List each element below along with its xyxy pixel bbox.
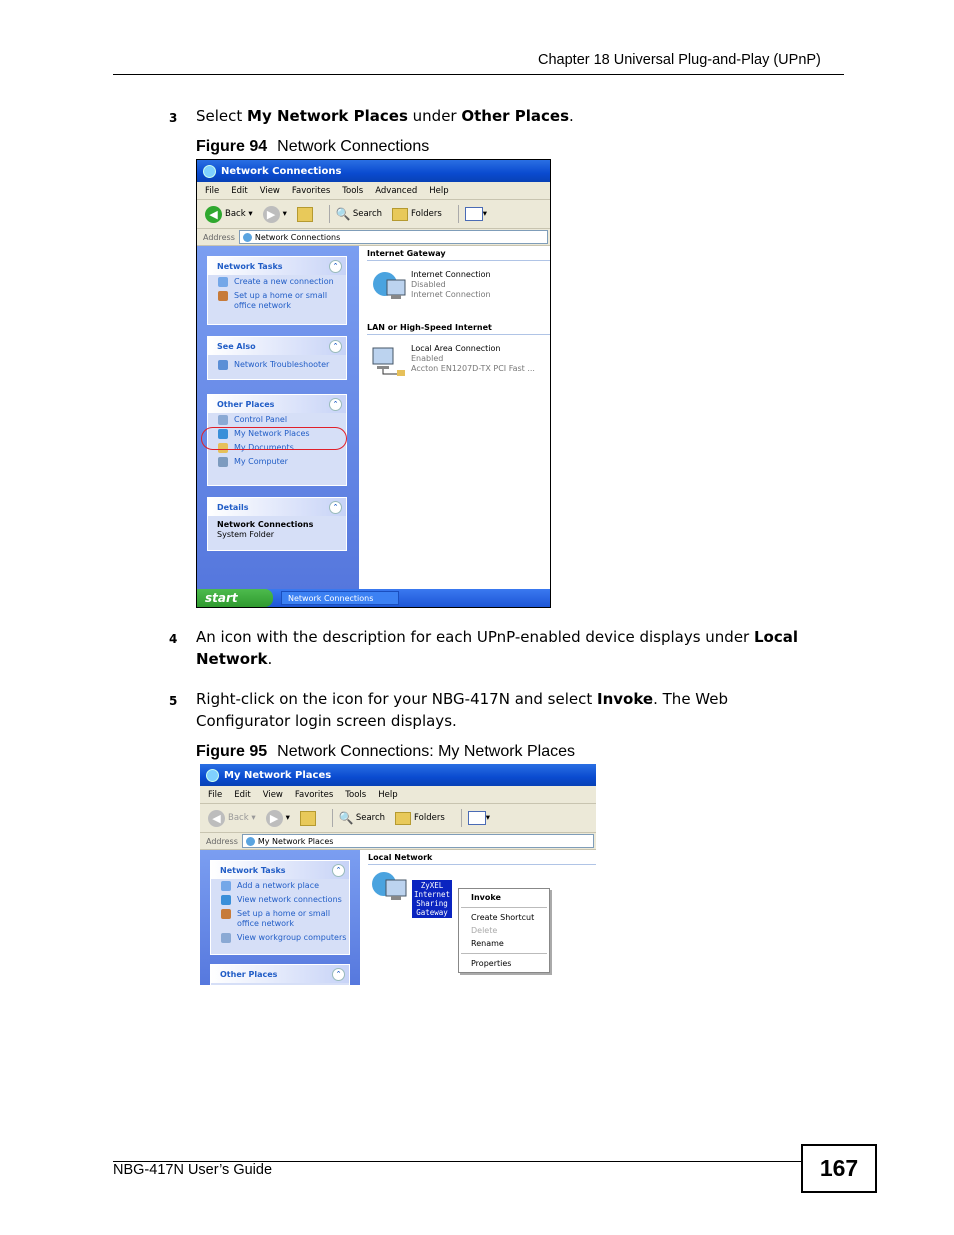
content-pane: [359, 246, 550, 589]
forward-button[interactable]: ▶ ▾: [263, 206, 287, 223]
menu-help[interactable]: Help: [429, 185, 449, 196]
step-number: 5: [169, 694, 178, 708]
upnp-device-icon[interactable]: [370, 870, 410, 906]
address-label: Address: [206, 836, 238, 846]
toolbar-separator: [332, 809, 333, 827]
menu-tools[interactable]: Tools: [342, 185, 364, 196]
step-number: 4: [169, 632, 178, 646]
back-arrow-icon: ◀: [205, 206, 222, 223]
highlight-circle: [201, 427, 347, 450]
menu-edit[interactable]: Edit: [234, 789, 251, 800]
group-header: Local Network: [368, 853, 596, 865]
views-icon: [468, 811, 486, 825]
network-tasks-panel: [207, 256, 347, 325]
menu-view[interactable]: View: [262, 789, 283, 800]
toolbar: [200, 804, 596, 833]
troubleshooter-icon: [218, 360, 228, 370]
panel-title: Network Tasks: [217, 261, 283, 271]
views-icon: [465, 207, 483, 221]
computer-icon: [218, 457, 228, 467]
views-button[interactable]: ▾: [468, 811, 490, 825]
home-network-icon: [221, 909, 231, 919]
menu-edit[interactable]: Edit: [231, 185, 248, 196]
figure-94-window: [196, 159, 551, 608]
lan-connection-icon: [371, 344, 407, 378]
group-header: LAN or High-Speed Internet: [367, 323, 550, 335]
toolbar: [197, 200, 550, 229]
menu-tools[interactable]: Tools: [345, 789, 367, 800]
menu-item-properties[interactable]: Properties: [471, 959, 512, 968]
network-places-icon: [246, 837, 255, 846]
task-home-network[interactable]: Set up a home or small office network: [208, 289, 346, 313]
menu-favorites[interactable]: Favorites: [291, 185, 331, 196]
task-troubleshooter[interactable]: Network Troubleshooter: [208, 355, 346, 372]
collapse-chevron-icon[interactable]: ⌃: [329, 260, 342, 273]
collapse-chevron-icon[interactable]: ⌃: [332, 864, 345, 877]
internet-connection-item[interactable]: Internet Connection Disabled Internet Connection: [371, 270, 491, 304]
task-view-workgroup[interactable]: View workgroup computers: [211, 931, 349, 945]
back-button[interactable]: ◀ Back ▾: [205, 206, 253, 223]
other-places-panel: [210, 964, 350, 985]
local-area-connection-item[interactable]: Local Area Connection Enabled Accton EN1207D-TX PCI Fast ...: [371, 344, 535, 378]
menu-item-create-shortcut[interactable]: Create Shortcut: [471, 913, 535, 922]
forward-arrow-icon: ▶: [263, 206, 280, 223]
network-connections-icon: [243, 233, 252, 242]
add-place-icon: [221, 881, 231, 891]
menu-bar: [200, 786, 596, 804]
collapse-chevron-icon[interactable]: ⌃: [329, 340, 342, 353]
collapse-chevron-icon[interactable]: ⌃: [329, 501, 342, 514]
menu-help[interactable]: Help: [378, 789, 398, 800]
details-panel: [207, 497, 347, 551]
step-4-text: An icon with the description for each UPnP-enabled device displays under Local Network.: [196, 628, 799, 668]
page-number: 167: [801, 1144, 877, 1193]
folders-button[interactable]: Folders: [395, 812, 445, 825]
address-bar: [200, 833, 596, 850]
group-header: Internet Gateway: [367, 249, 550, 261]
network-connections-icon: [203, 165, 216, 178]
panel-title: Other Places: [217, 399, 275, 409]
internet-gateway-icon: [371, 270, 407, 304]
folder-up-icon: [300, 811, 316, 826]
figure-95-caption: Figure 95 Network Connections: My Network Places: [196, 743, 576, 760]
collapse-chevron-icon[interactable]: ⌃: [329, 398, 342, 411]
up-folder-button[interactable]: [300, 811, 316, 826]
task-create-connection[interactable]: Create a new connection: [208, 275, 346, 289]
figure-94-caption: Figure 94 Network Connections: [196, 138, 430, 155]
up-folder-button[interactable]: [297, 207, 313, 222]
device-label-selected[interactable]: ZyXEL Internet Sharing Gateway: [413, 881, 451, 917]
chapter-header: Chapter 18 Universal Plug-and-Play (UPnP): [538, 52, 821, 68]
menu-file[interactable]: File: [208, 789, 223, 800]
menu-item-rename[interactable]: Rename: [471, 939, 504, 948]
back-arrow-icon: ◀: [208, 810, 225, 827]
title-bar: Network Connections: [197, 160, 550, 182]
menu-item-invoke[interactable]: Invoke: [471, 893, 501, 902]
panel-title: See Also: [217, 341, 256, 351]
address-bar: [197, 229, 550, 246]
search-icon: 🔍: [338, 811, 354, 825]
address-label: Address: [203, 232, 235, 242]
taskbar: [197, 589, 550, 607]
panel-title: Other Places: [220, 969, 278, 979]
network-places-icon: [206, 769, 219, 782]
views-button[interactable]: ▾: [465, 207, 487, 221]
menu-separator: [461, 953, 547, 954]
folders-icon: [392, 208, 408, 221]
home-network-icon: [218, 291, 228, 301]
place-my-computer[interactable]: My Computer: [208, 455, 346, 469]
folder-up-icon: [297, 207, 313, 222]
content-pane: [360, 850, 596, 985]
collapse-chevron-icon[interactable]: ⌃: [332, 968, 345, 981]
see-also-panel: [207, 336, 347, 380]
control-panel-icon: [218, 415, 228, 425]
place-my-network-places[interactable]: My Network Places: [208, 427, 346, 441]
search-button[interactable]: 🔍 Search: [335, 207, 383, 221]
task-pane: [200, 850, 360, 985]
menu-favorites[interactable]: Favorites: [294, 789, 334, 800]
context-menu: [458, 888, 550, 973]
place-my-documents[interactable]: My Documents: [208, 441, 346, 455]
figure-95-window: [200, 764, 596, 985]
task-view-connections[interactable]: View network connections: [211, 893, 349, 907]
toolbar-separator: [329, 205, 330, 223]
toolbar-separator: [461, 809, 462, 827]
menu-item-delete: Delete: [471, 926, 498, 935]
footer-guide-title: NBG-417N User’s Guide: [113, 1162, 273, 1178]
menu-advanced[interactable]: Advanced: [375, 185, 418, 196]
panel-title: Network Tasks: [220, 865, 286, 875]
window-body: [200, 850, 596, 985]
title-bar: My Network Places: [200, 764, 596, 786]
task-home-network[interactable]: Set up a home or small office network: [211, 907, 349, 931]
menu-file[interactable]: File: [205, 185, 220, 196]
start-button[interactable]: start: [197, 589, 273, 607]
menu-separator: [461, 907, 547, 908]
search-button[interactable]: 🔍 Search: [338, 811, 386, 825]
folders-button[interactable]: Folders: [392, 208, 442, 221]
step-5-text: Right-click on the icon for your NBG-417N and select Invoke. The Web Configurator login screen displays.: [196, 690, 729, 730]
forward-arrow-icon: ▶: [266, 810, 283, 827]
task-pane: [197, 246, 359, 589]
place-control-panel[interactable]: Control Panel: [208, 413, 346, 427]
panel-title: Details: [217, 502, 249, 512]
step-number: 3: [169, 111, 178, 125]
forward-button[interactable]: ▶ ▾: [266, 810, 290, 827]
folders-icon: [395, 812, 411, 825]
address-field[interactable]: My Network Places: [242, 834, 594, 848]
task-add-network-place[interactable]: Add a network place: [211, 879, 349, 893]
new-connection-icon: [218, 277, 228, 287]
workgroup-icon: [221, 933, 231, 943]
back-button[interactable]: ◀ Back ▾: [208, 810, 256, 827]
taskbar-network-connections[interactable]: Network Connections: [281, 591, 399, 605]
address-field[interactable]: Network Connections: [239, 230, 548, 244]
toolbar-separator: [458, 205, 459, 223]
window-body: [197, 246, 550, 589]
menu-bar: [197, 182, 550, 200]
header-rule: [113, 74, 844, 75]
search-icon: 🔍: [335, 207, 351, 221]
step-3-text: Select My Network Places under Other Places.: [196, 107, 574, 125]
network-tasks-panel: [210, 860, 350, 955]
details-content: Network Connections System Folder: [217, 520, 314, 539]
menu-view[interactable]: View: [259, 185, 280, 196]
connections-icon: [221, 895, 231, 905]
